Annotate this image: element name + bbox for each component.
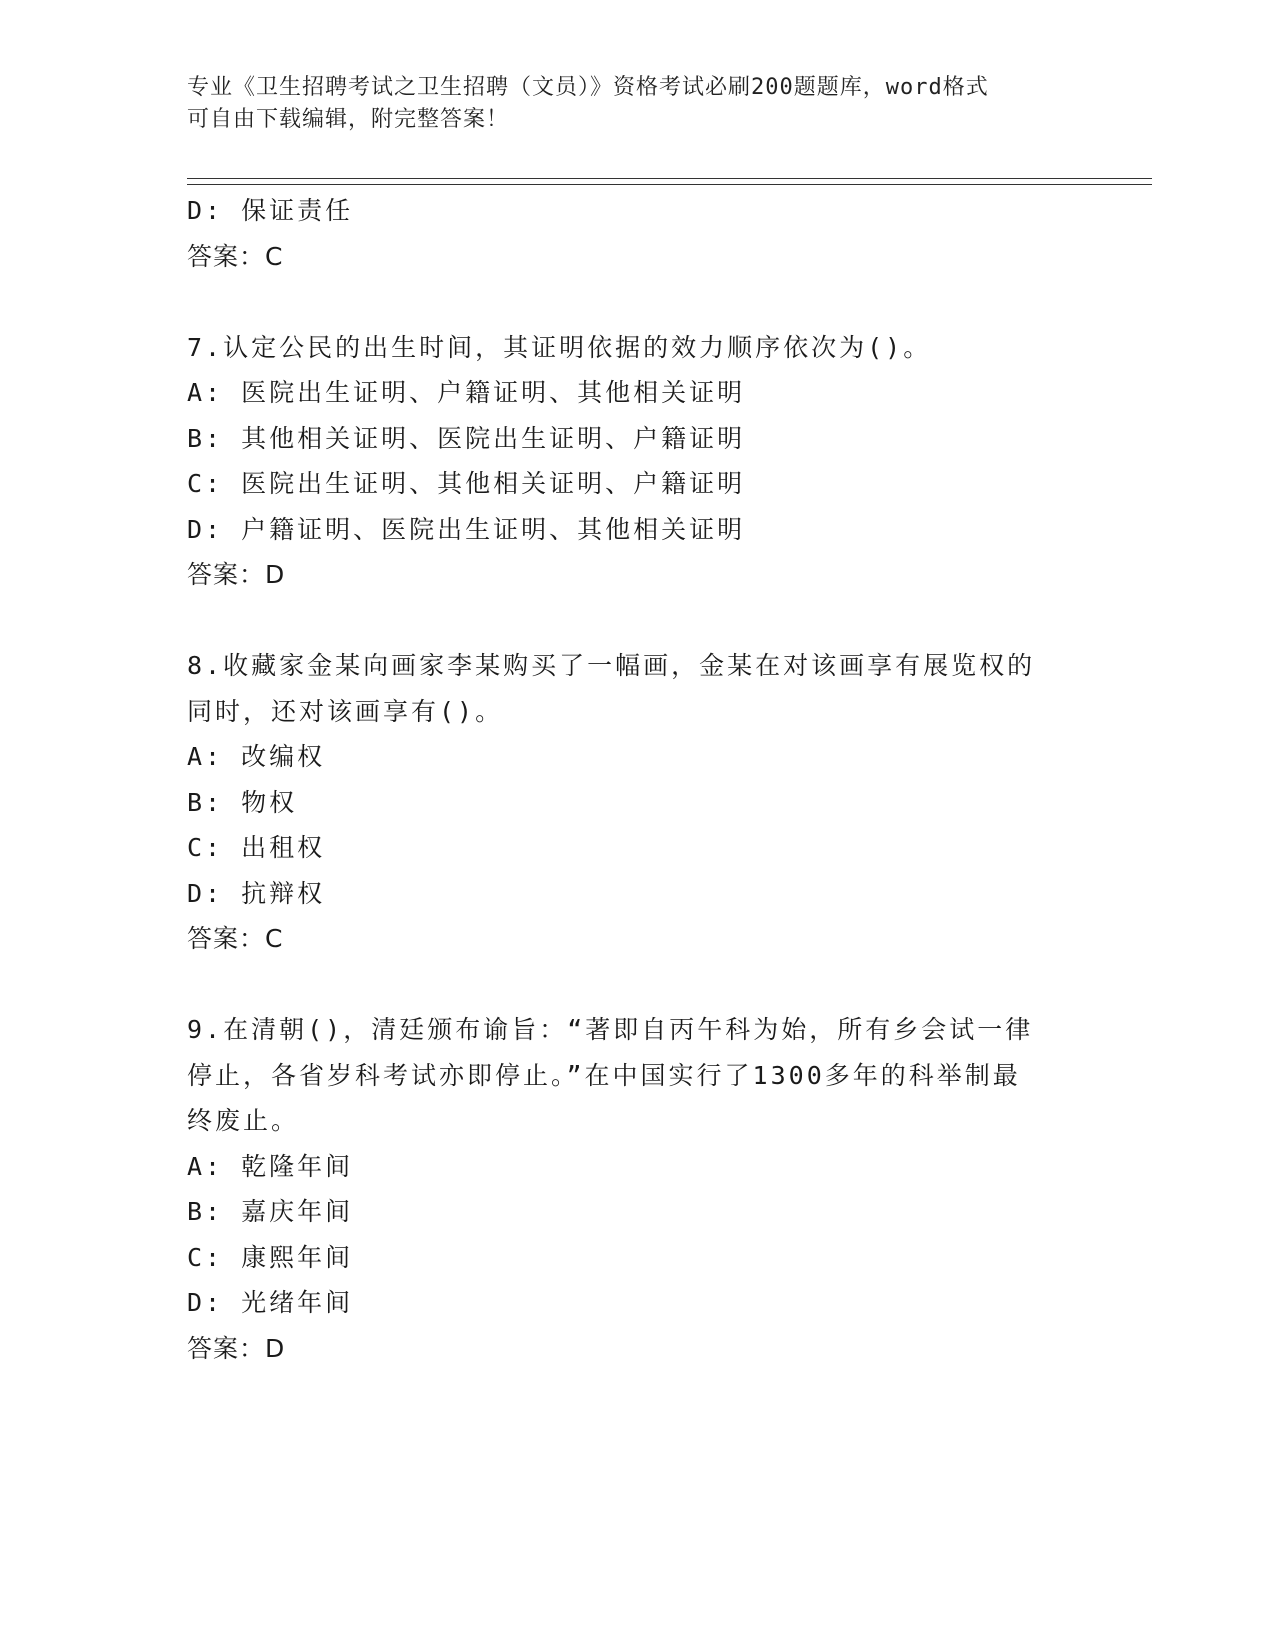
question-9	[187, 1007, 1147, 1371]
question-stem: 同时，还对该画享有()。	[187, 696, 504, 726]
option-d: D: 保证责任	[187, 196, 354, 225]
option-d: D: 光绪年间	[187, 1288, 354, 1317]
question-stem: 停止，各省岁科考试亦即停止。”在中国实行了1300多年的科举制最	[187, 1060, 1021, 1090]
spacer	[187, 962, 1147, 1008]
question-list	[187, 188, 1147, 1371]
question-stem: 8.收藏家金某向画家李某购买了一幅画，金某在对该画享有展览权的	[187, 651, 1036, 680]
previous-question-tail	[187, 188, 1147, 279]
question-7	[187, 325, 1147, 598]
option-b: B: 嘉庆年间	[187, 1197, 354, 1226]
option-b: B: 其他相关证明、医院出生证明、户籍证明	[187, 423, 746, 453]
question-stem: 7.认定公民的出生时间，其证明依据的效力顺序依次为()。	[187, 332, 932, 362]
answer-line: 答案：D	[187, 1333, 286, 1363]
header-rule-top	[187, 178, 1152, 179]
spacer	[187, 598, 1147, 644]
option-c: C: 康熙年间	[187, 1242, 354, 1272]
question-stem: 9.在清朝()，清廷颁布谕旨：“著即自丙午科为始，所有乡会试一律	[187, 1015, 1034, 1044]
spacer	[187, 279, 1147, 325]
answer-line: 答案：C	[187, 241, 284, 271]
option-c: C: 出租权	[187, 833, 326, 862]
option-b: B: 物权	[187, 787, 298, 817]
option-c: C: 医院出生证明、其他相关证明、户籍证明	[187, 469, 746, 498]
header-line-1: 专业《卫生招聘考试之卫生招聘（文员）》资格考试必刷200题题库，word格式	[187, 75, 989, 100]
option-a: A: 医院出生证明、户籍证明、其他相关证明	[187, 378, 746, 407]
question-8	[187, 643, 1147, 962]
option-a: A: 乾隆年间	[187, 1151, 354, 1181]
option-d: D: 抗辩权	[187, 878, 326, 908]
option-a: A: 改编权	[187, 742, 326, 771]
answer-line: 答案：C	[187, 924, 284, 953]
header-line-2: 可自由下载编辑，附完整答案！	[187, 107, 510, 132]
document-header	[187, 72, 1087, 136]
header-rule-bottom	[187, 184, 1152, 185]
answer-line: 答案：D	[187, 560, 286, 589]
question-stem: 终废止。	[187, 1106, 300, 1135]
option-d: D: 户籍证明、医院出生证明、其他相关证明	[187, 514, 746, 544]
